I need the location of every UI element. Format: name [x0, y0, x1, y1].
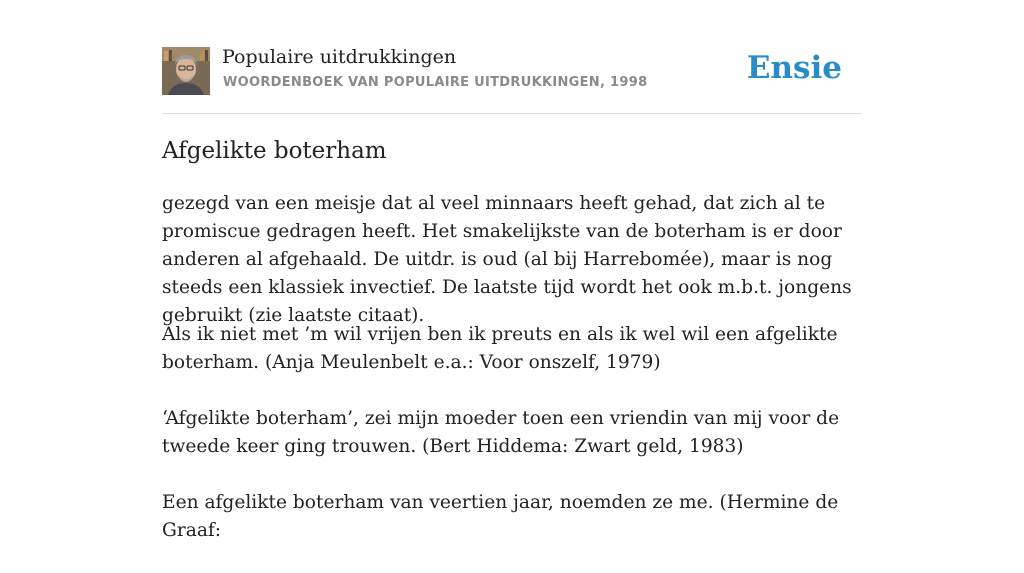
quote-item: ‘Afgelikte boterham’, zei mijn moeder toen een vriendin van mij voor de tweede keer ging trouwen. (Bert Hiddema: Zwart geld, 1983): [162, 408, 840, 457]
avatar-portrait-icon: [162, 47, 210, 95]
ensie-logo[interactable]: Ensie: [746, 50, 842, 86]
author-avatar[interactable]: [162, 47, 210, 95]
entry-definition: gezegd van een meisje dat al veel minnaars heeft gehad, dat zich al te promiscue gedragen heeft. Het smakelijkste van de boterham is er door anderen al afgehaald. De uitdr. is oud (al bij Harrebomée), maar is nog steeds een klassiek invectief. De laatste tijd wordt het ook m.b.t. jongens gebruikt (zie laatste citaat).: [162, 193, 852, 326]
entry-card: [162, 0, 862, 541]
source-header: [162, 0, 862, 114]
quote-item: Een afgelikte boterham van veertien jaar, noemden ze me. (Hermine de Graaf:: [162, 492, 839, 541]
source-title[interactable]: Populaire uitdrukkingen: [222, 46, 457, 68]
source-subtitle: WOORDENBOEK VAN POPULAIRE UITDRUKKINGEN, 1998: [223, 75, 648, 90]
entry-headword: Afgelikte boterham: [162, 138, 387, 164]
quotes-list: [162, 321, 862, 573]
quote-item: Als ik niet met ’m wil vrijen ben ik preuts en als ik wel wil een afgelikte boterham. (Anja Meulenbelt e.a.: Voor onszelf, 1979): [162, 324, 838, 373]
